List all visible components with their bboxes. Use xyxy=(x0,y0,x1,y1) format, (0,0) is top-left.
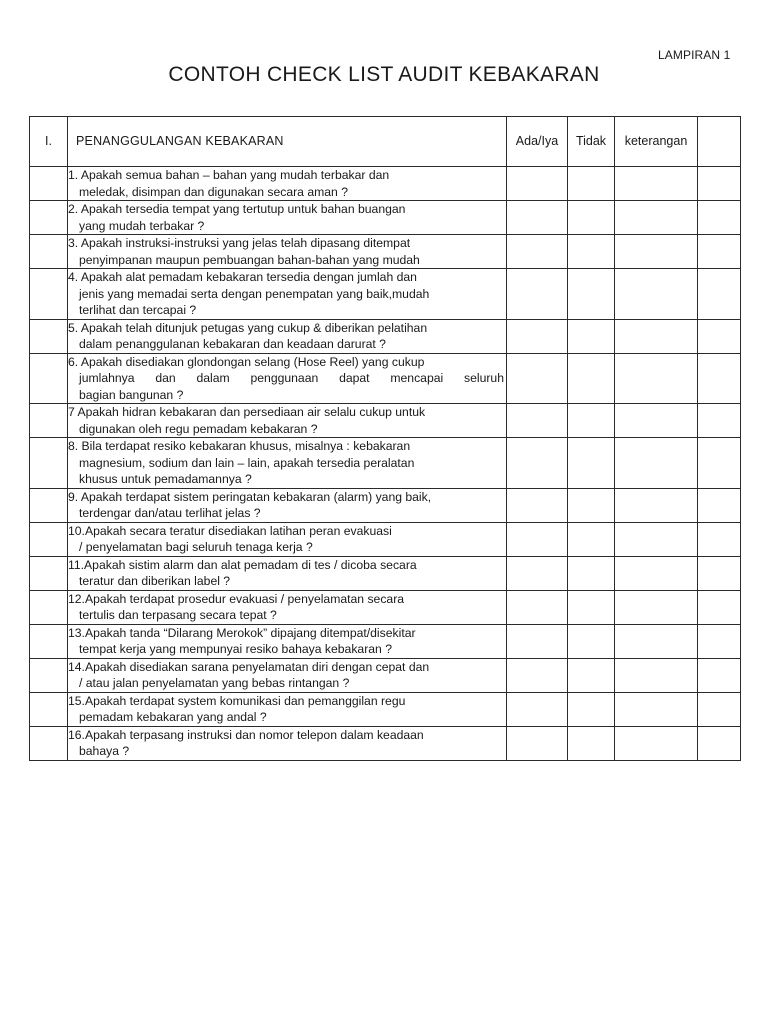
column-header-extra xyxy=(698,117,741,167)
row-number-cell xyxy=(30,658,68,692)
question-cell xyxy=(68,235,507,269)
row-number-cell xyxy=(30,522,68,556)
question-cell xyxy=(68,319,507,353)
question-text-line: 6. Apakah disediakan glondongan selang (Hose Reel) yang cukup xyxy=(68,354,425,369)
answer-yes-cell[interactable] xyxy=(507,726,568,760)
question-cell xyxy=(68,590,507,624)
answer-yes-cell[interactable] xyxy=(507,235,568,269)
row-number-cell xyxy=(30,201,68,235)
question-text-line: 8. Bila terdapat resiko kebakaran khusus, misalnya : kebakaran xyxy=(68,439,411,453)
row-number-cell xyxy=(30,590,68,624)
question-text-line: 2. Apakah tersedia tempat yang tertutup untuk bahan buangan xyxy=(68,202,406,216)
extra-cell xyxy=(698,404,741,438)
question-text-line: 9. Apakah terdapat sistem peringatan kebakaran (alarm) yang baik, xyxy=(68,489,432,504)
table-row xyxy=(30,658,741,692)
question-text-line: yang mudah terbakar ? xyxy=(79,218,205,233)
question-text-line: bagian bangunan ? xyxy=(79,387,184,402)
question-text-line: tertulis dan terpasang secara tepat ? xyxy=(79,608,277,622)
extra-cell xyxy=(698,658,741,692)
notes-cell[interactable] xyxy=(615,404,698,438)
question-cell xyxy=(68,692,507,726)
extra-cell xyxy=(698,624,741,658)
extra-cell xyxy=(698,488,741,522)
table-row xyxy=(30,438,741,489)
table-row xyxy=(30,269,741,320)
table-row xyxy=(30,522,741,556)
answer-no-cell[interactable] xyxy=(568,726,615,760)
answer-yes-cell[interactable] xyxy=(507,269,568,320)
extra-cell xyxy=(698,590,741,624)
question-text-line: pemadam kebakaran yang andal ? xyxy=(79,710,267,724)
answer-yes-cell[interactable] xyxy=(507,404,568,438)
notes-cell[interactable] xyxy=(615,624,698,658)
answer-no-cell[interactable] xyxy=(568,353,615,404)
row-number-cell xyxy=(30,235,68,269)
answer-no-cell[interactable] xyxy=(568,235,615,269)
question-text-line: 15.Apakah terdapat system komunikasi dan pemanggilan regu xyxy=(68,693,406,708)
table-row xyxy=(30,167,741,201)
answer-yes-cell[interactable] xyxy=(507,590,568,624)
answer-yes-cell[interactable] xyxy=(507,658,568,692)
answer-yes-cell[interactable] xyxy=(507,624,568,658)
row-number-cell xyxy=(30,726,68,760)
question-text-line: 4. Apakah alat pemadam kebakaran tersedia dengan jumlah dan xyxy=(68,270,417,284)
answer-no-cell[interactable] xyxy=(568,167,615,201)
question-text-line: 13.Apakah tanda “Dilarang Merokok” dipajang ditempat/disekitar xyxy=(68,625,416,640)
notes-cell[interactable] xyxy=(615,692,698,726)
notes-cell[interactable] xyxy=(615,556,698,590)
question-cell xyxy=(68,201,507,235)
row-number-cell xyxy=(30,438,68,489)
answer-yes-cell[interactable] xyxy=(507,556,568,590)
column-header-notes: keterangan xyxy=(615,117,698,167)
question-text-line: 10.Apakah secara teratur disediakan latihan peran evakuasi xyxy=(68,523,392,538)
table-row xyxy=(30,488,741,522)
table-row xyxy=(30,319,741,353)
answer-no-cell[interactable] xyxy=(568,658,615,692)
extra-cell xyxy=(698,556,741,590)
question-text-line: terlihat dan tercapai ? xyxy=(79,303,197,317)
question-cell xyxy=(68,726,507,760)
table-row xyxy=(30,353,741,404)
answer-yes-cell[interactable] xyxy=(507,692,568,726)
question-cell xyxy=(68,269,507,320)
answer-no-cell[interactable] xyxy=(568,692,615,726)
question-text-line: penyimpanan maupun pembuangan bahan-bahan yang mudah xyxy=(79,252,420,267)
question-cell xyxy=(68,658,507,692)
question-text-line: 3. Apakah instruksi-instruksi yang jelas telah dipasang ditempat xyxy=(68,236,411,250)
answer-yes-cell[interactable] xyxy=(507,522,568,556)
notes-cell[interactable] xyxy=(615,235,698,269)
table-row xyxy=(30,235,741,269)
answer-yes-cell[interactable] xyxy=(507,319,568,353)
notes-cell[interactable] xyxy=(615,319,698,353)
extra-cell xyxy=(698,692,741,726)
table-row xyxy=(30,692,741,726)
answer-no-cell[interactable] xyxy=(568,522,615,556)
row-number-cell xyxy=(30,167,68,201)
row-number-cell xyxy=(30,488,68,522)
notes-cell[interactable] xyxy=(615,269,698,320)
answer-no-cell[interactable] xyxy=(568,590,615,624)
answer-no-cell[interactable] xyxy=(568,319,615,353)
answer-no-cell[interactable] xyxy=(568,556,615,590)
appendix-label: LAMPIRAN 1 xyxy=(658,48,731,62)
checklist-table xyxy=(29,116,741,761)
extra-cell xyxy=(698,726,741,760)
question-text-line: digunakan oleh regu pemadam kebakaran ? xyxy=(79,421,318,436)
row-number-cell xyxy=(30,692,68,726)
question-text-line: 7 Apakah hidran kebakaran dan persediaan air selalu cukup untuk xyxy=(68,405,426,419)
answer-yes-cell[interactable] xyxy=(507,353,568,404)
notes-cell[interactable] xyxy=(615,488,698,522)
column-header-yes: Ada/Iya xyxy=(507,117,568,167)
row-number-cell xyxy=(30,556,68,590)
extra-cell xyxy=(698,522,741,556)
answer-no-cell[interactable] xyxy=(568,624,615,658)
checklist-body xyxy=(30,117,741,761)
row-number-cell xyxy=(30,319,68,353)
notes-cell[interactable] xyxy=(615,438,698,489)
question-text-line: bahaya ? xyxy=(79,744,130,758)
question-text-line: 5. Apakah telah ditunjuk petugas yang cukup & diberikan pelatihan xyxy=(68,320,428,335)
table-row xyxy=(30,404,741,438)
page-title: CONTOH CHECK LIST AUDIT KEBAKARAN xyxy=(168,63,600,86)
column-header-no: Tidak xyxy=(568,117,615,167)
question-text-line: 11.Apakah sistim alarm dan alat pemadam di tes / dicoba secara xyxy=(68,557,417,572)
row-number-cell xyxy=(30,624,68,658)
question-cell xyxy=(68,556,507,590)
question-cell xyxy=(68,522,507,556)
question-text-line: 16.Apakah terpasang instruksi dan nomor telepon dalam keadaan xyxy=(68,727,424,742)
question-cell xyxy=(68,624,507,658)
answer-no-cell[interactable] xyxy=(568,438,615,489)
question-text-line: teratur dan diberikan label ? xyxy=(79,574,231,588)
question-cell xyxy=(68,167,507,201)
extra-cell xyxy=(698,167,741,201)
section-number: I. xyxy=(30,117,68,167)
answer-no-cell[interactable] xyxy=(568,269,615,320)
answer-yes-cell[interactable] xyxy=(507,167,568,201)
question-text-line: 1. Apakah semua bahan – bahan yang mudah terbakar dan xyxy=(68,168,390,182)
question-text-line: terdengar dan/atau terlihat jelas ? xyxy=(79,506,261,520)
table-row xyxy=(30,624,741,658)
answer-yes-cell[interactable] xyxy=(507,488,568,522)
notes-cell[interactable] xyxy=(615,167,698,201)
question-text-line: dalam penanggulanan kebakaran dan keadaan darurat ? xyxy=(79,337,386,351)
extra-cell xyxy=(698,319,741,353)
question-text-line: / penyelamatan bagi seluruh tenaga kerja ? xyxy=(79,540,313,554)
question-text-line: / atau jalan penyelamatan yang bebas rintangan ? xyxy=(79,676,350,690)
notes-cell[interactable] xyxy=(615,726,698,760)
notes-cell[interactable] xyxy=(615,658,698,692)
question-text-line: jumlahnya dan dalam penggunaan dapat mencapai seluruh xyxy=(79,371,504,385)
question-text-line: magnesium, sodium dan lain – lain, apakah tersedia peralatan xyxy=(79,455,415,470)
question-text-line: 14.Apakah disediakan sarana penyelamatan diri dengan cepat dan xyxy=(68,659,430,674)
extra-cell xyxy=(698,269,741,320)
question-text-line: tempat kerja yang mempunyai resiko bahaya kebakaran ? xyxy=(79,642,392,656)
answer-no-cell[interactable] xyxy=(568,488,615,522)
question-text-line: khusus untuk pemadamannya ? xyxy=(79,472,252,486)
extra-cell xyxy=(698,235,741,269)
row-number-cell xyxy=(30,269,68,320)
answer-no-cell[interactable] xyxy=(568,201,615,235)
question-cell xyxy=(68,438,507,489)
question-text-line: meledak, disimpan dan digunakan secara aman ? xyxy=(79,184,348,199)
table-row xyxy=(30,556,741,590)
table-row xyxy=(30,590,741,624)
answer-no-cell[interactable] xyxy=(568,404,615,438)
extra-cell xyxy=(698,438,741,489)
row-number-cell xyxy=(30,353,68,404)
header-row xyxy=(30,117,741,167)
notes-cell[interactable] xyxy=(615,590,698,624)
notes-cell[interactable] xyxy=(615,353,698,404)
row-number-cell xyxy=(30,404,68,438)
extra-cell xyxy=(698,201,741,235)
question-cell xyxy=(68,353,507,404)
table-row xyxy=(30,726,741,760)
question-text-line: 12.Apakah terdapat prosedur evakuasi / penyelamatan secara xyxy=(68,591,405,606)
question-cell xyxy=(68,488,507,522)
question-text-line: jenis yang memadai serta dengan penempatan yang baik,mudah xyxy=(79,286,430,301)
notes-cell[interactable] xyxy=(615,522,698,556)
answer-yes-cell[interactable] xyxy=(507,438,568,489)
question-cell xyxy=(68,404,507,438)
extra-cell xyxy=(698,353,741,404)
answer-yes-cell[interactable] xyxy=(507,201,568,235)
section-heading: PENANGGULANGAN KEBAKARAN xyxy=(68,117,507,167)
table-row xyxy=(30,201,741,235)
notes-cell[interactable] xyxy=(615,201,698,235)
